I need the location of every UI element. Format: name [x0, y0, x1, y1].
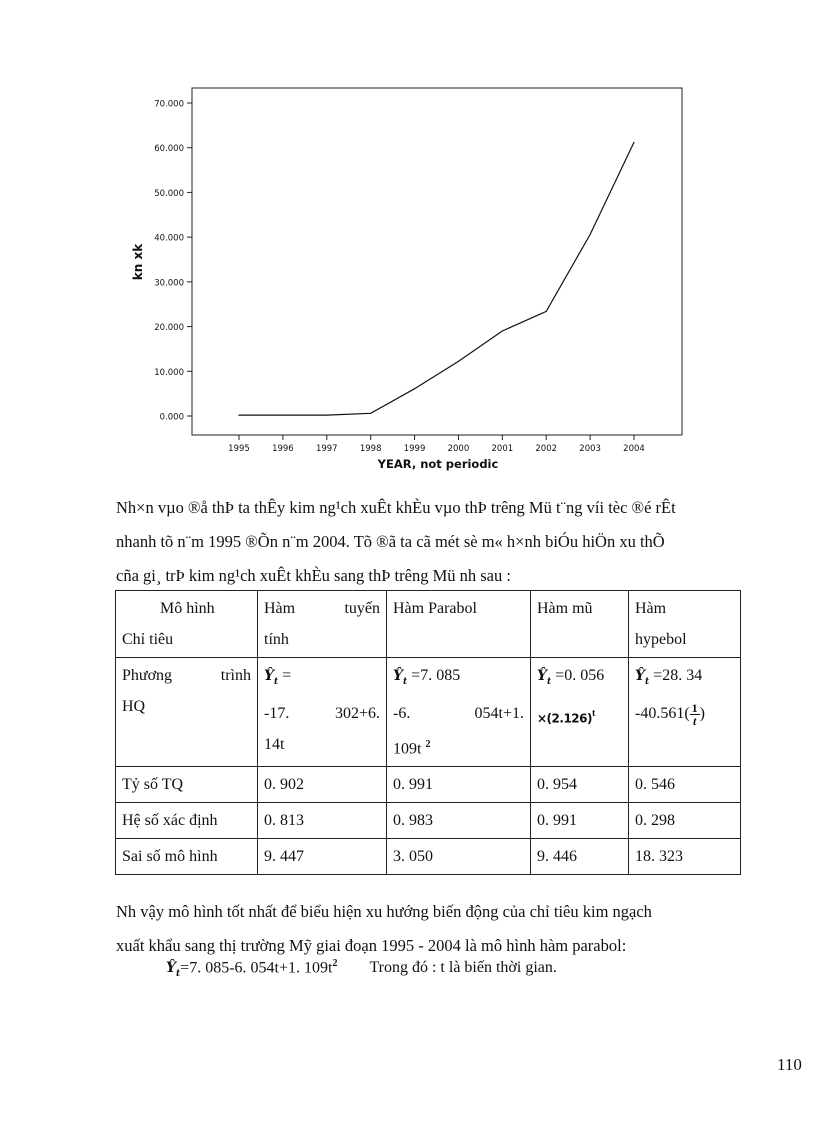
- yhat-symbol: $Ŷ_t$: [393, 668, 408, 687]
- equation-row: [116, 658, 741, 767]
- chart-x-axis-label: YEAR, not periodic: [377, 457, 499, 471]
- model-comparison-table: [115, 590, 741, 875]
- header-criteria-label: Chỉ tiêu: [122, 631, 174, 648]
- data-point: [370, 413, 371, 414]
- row-label: Tỷ số TQ: [116, 767, 258, 803]
- parabol-equation: $Ŷ_t =7$. 085 -6. 054t+1. 109t $^2$: [387, 658, 531, 767]
- cell-linear: 0. 902: [258, 767, 387, 803]
- chart-y-axis-label: kn xk: [131, 243, 145, 281]
- row-label: Hệ số xác định: [116, 803, 258, 839]
- header-linear-word1: Hàm: [264, 600, 296, 617]
- table-row: [116, 767, 741, 803]
- x-tick-label: 1996: [272, 444, 294, 454]
- y-tick-label: 60.000: [154, 144, 184, 155]
- formula-exponent: 2: [332, 958, 338, 969]
- data-point: [633, 142, 634, 143]
- exponential-equation: $Ŷ_t =0$. 056 $\times(2.126)^t$: [531, 658, 629, 767]
- data-point: [282, 415, 283, 416]
- intro-line: Nh×n vµo ®å thÞ ta thÊy kim ng¹ch xuÊt khÈu vµo thÞ trêng Mü t¨ng víi tèc ®é rÊt: [116, 498, 676, 517]
- x-tick-label: 2001: [491, 444, 514, 454]
- x-tick-label: 1999: [403, 444, 426, 454]
- conclusion-paragraph: [116, 895, 778, 963]
- y-tick-label: 0.000: [159, 412, 184, 423]
- page-number: 110: [777, 1055, 802, 1074]
- y-tick-label: 40.000: [154, 233, 184, 244]
- data-point: [590, 234, 591, 235]
- kim-ngach-line-chart: [120, 80, 690, 480]
- chart-plot-frame: [192, 88, 682, 435]
- x-tick-label: 2004: [623, 444, 645, 454]
- header-linear: [258, 591, 387, 658]
- x-tick-label: 2003: [579, 444, 601, 454]
- yhat-symbol: $Ŷ_t$: [166, 960, 181, 980]
- header-model-label: Mô hình: [160, 600, 215, 617]
- header-hyperbol: Hàm hypebol: [629, 591, 741, 658]
- table-row: [116, 803, 741, 839]
- header-corner-cell: [116, 591, 258, 658]
- cell-linear: 0. 813: [258, 803, 387, 839]
- cell-exponential: 0. 954: [531, 767, 629, 803]
- hyperbol-equation: $Ŷ_t =28$. 34 -40.561( $\frac{1}{t}$ ): [629, 658, 741, 767]
- data-point: [458, 361, 459, 362]
- chart-plot-area: [154, 88, 682, 454]
- y-tick-label: 70.000: [154, 99, 184, 110]
- intro-line: nhanh tõ n¨m 1995 ®Õn n¨m 2004. Tõ ®ã ta cã mét sè m« h×nh biÓu hiÖn xu thÕ: [116, 532, 665, 551]
- data-point: [238, 415, 239, 416]
- conclusion-line: Nh vậy mô hình tốt nhất để biểu hiện xu hướng biến động của chỉ tiêu kim ngạch: [116, 902, 652, 921]
- cell-hyperbol: 0. 298: [629, 803, 741, 839]
- yhat-symbol: $Ŷ_t$: [537, 668, 552, 687]
- cell-parabol: 3. 050: [387, 839, 531, 875]
- y-tick-label: 50.000: [154, 188, 184, 199]
- x-tick-label: 1998: [359, 444, 382, 454]
- cell-parabol: 0. 991: [387, 767, 531, 803]
- y-tick-label: 30.000: [154, 278, 184, 289]
- y-tick-label: 20.000: [154, 323, 184, 334]
- header-linear-line2: tính: [264, 631, 289, 648]
- linear-equation: $Ŷ_t$ = -17. 302+6. 14t: [258, 658, 387, 767]
- data-point: [546, 311, 547, 312]
- data-point: [326, 415, 327, 416]
- table-row: [116, 839, 741, 875]
- cell-hyperbol: 0. 546: [629, 767, 741, 803]
- cell-exponential: 0. 991: [531, 803, 629, 839]
- row-label: Sai số mô hình: [116, 839, 258, 875]
- y-tick-label: 10.000: [154, 367, 184, 378]
- intro-line: cña gi¸ trÞ kim ng¹ch xuÊt khÈu sang thÞ trêng Mü nh sau :: [116, 566, 511, 585]
- table-header-row: [116, 591, 741, 658]
- selected-model-formula: [166, 958, 557, 979]
- x-tick-label: 1995: [228, 444, 250, 454]
- fraction-one-over-t: $\frac{1}{t}$: [691, 700, 698, 728]
- formula-variable-note: Trong đó : t là biến thời gian.: [369, 959, 557, 977]
- intro-paragraph: [116, 491, 778, 593]
- conclusion-line: xuất khẩu sang thị trường Mỹ giai đoạn 1995 - 2004 là mô hình hàm parabol:: [116, 936, 627, 955]
- cell-exponential: 9. 446: [531, 839, 629, 875]
- x-tick-label: 1997: [315, 444, 338, 454]
- cell-linear: 9. 447: [258, 839, 387, 875]
- yhat-symbol: $Ŷ_t$: [635, 668, 650, 687]
- cell-parabol: 0. 983: [387, 803, 531, 839]
- data-point: [502, 330, 503, 331]
- x-tick-label: 2002: [535, 444, 558, 454]
- header-linear-word2: tuyến: [344, 600, 380, 617]
- header-parabol: Hàm Parabol: [387, 591, 531, 658]
- cell-hyperbol: 18. 323: [629, 839, 741, 875]
- formula-expression: =7. 085-6. 054t+1. 109t: [180, 959, 333, 977]
- yhat-symbol: $Ŷ_t$: [264, 668, 279, 687]
- equation-row-label: Phương trình HQ: [116, 658, 258, 767]
- header-exponential: Hàm mũ: [531, 591, 629, 658]
- data-point: [414, 388, 415, 389]
- x-tick-label: 2000: [447, 444, 470, 454]
